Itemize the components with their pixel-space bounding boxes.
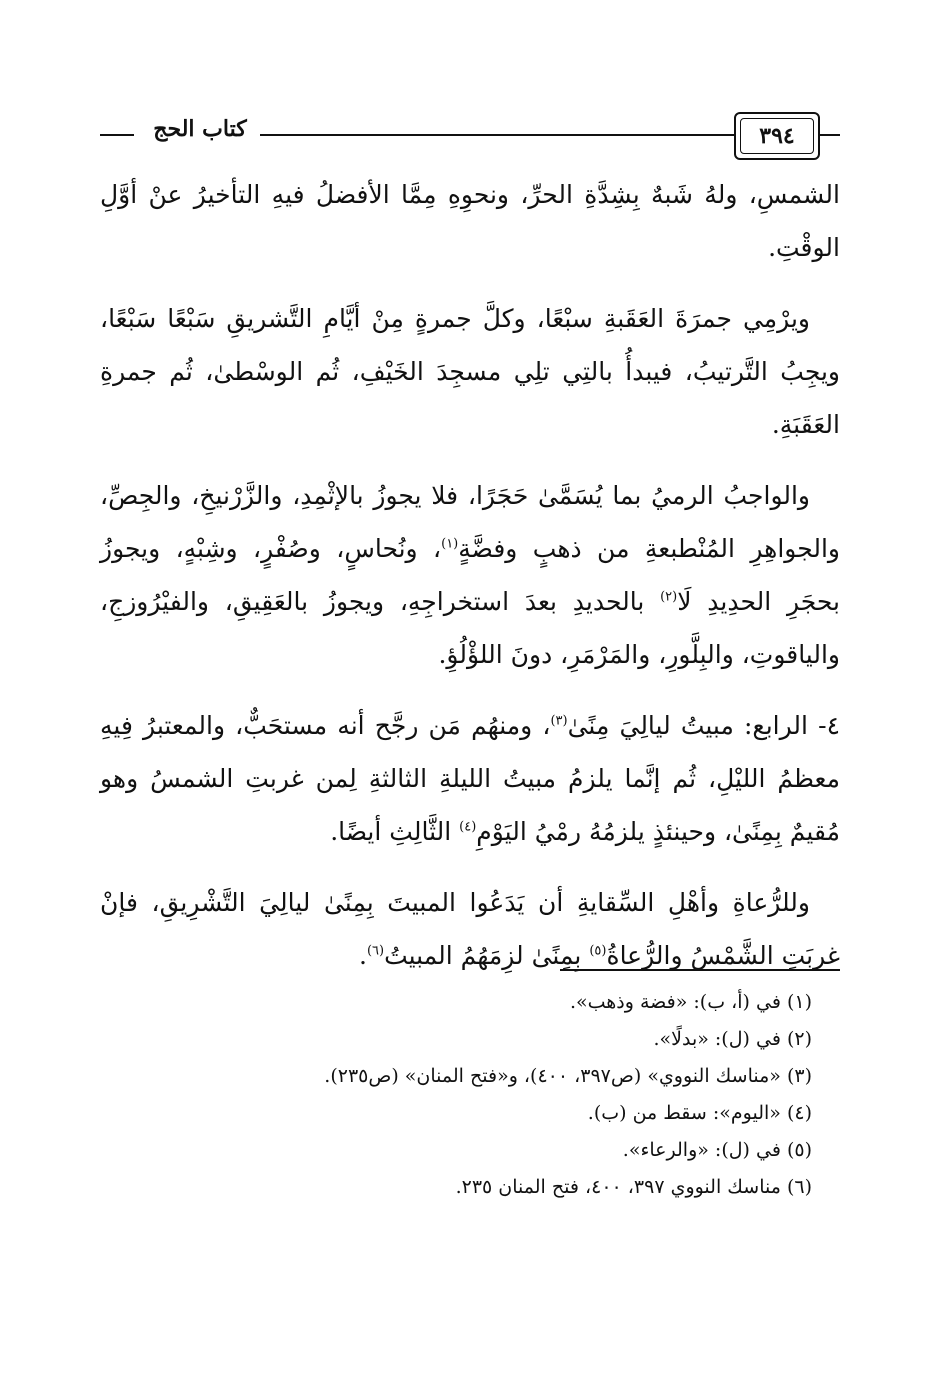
footnote-marker-4: (٤) [459,819,477,835]
paragraph-2: ويرْمِي جمرَةَ العَقَبةِ سبْعًا، وكلَّ جمرةٍ مِنْ أيَّامِ التَّشريقِ سَبْعًا سَبْعًا، ويجِبُ التَّرتيبُ، فيبدأُ بالتِي تلِي مسجِدَ الخَيْفِ، ثُم الوسْطىٰ، ثُم جمرةِ العَقَبَةِ. [100,304,840,439]
footnote-marker-5: (٥) [589,943,607,959]
text-segment: ، ونُحاسٍ، وصُفْرٍ، وشِبْهٍ، ويجوزُ بحجَرِ الحدِيدِ لَا [100,534,840,616]
footnote-marker-1: (١) [441,536,459,552]
footnote-4: (٤) «اليوم»: سقط من (ب). [587,1102,812,1124]
text-segment: بالحديدِ بعدَ استخراجِهِ، ويجوزُ بالعَقِيقِ، والفيْرُوزجِ، والياقوتِ، والبِلَّورِ، والمَرْمَرِ، دونَ اللؤْلُؤِ. [100,587,840,669]
footnote-marker-6: (٦) [366,943,385,959]
footnote-marker-3: (٣) [550,713,568,729]
footnotes [100,984,812,1206]
footnote-2: (٢) في (ل): «بدلًا». [653,1028,812,1050]
footnote-1: (١) في (أ، ب): «فضة وذهب». [569,991,812,1013]
text-segment: ٤- الرابع: مبيتُ ليالِيَ مِنًىٰ [567,711,840,740]
header-rule-left [100,134,134,136]
footnote-separator [560,969,840,971]
page-number-frame [734,112,820,160]
text-segment: بِمِنًىٰ لزِمَهُمُ المبيتُ [384,941,590,970]
text-segment: ، ومنهُم مَن رجَّح أنه مستحَبٌّ، والمعتبرُ فِيهِ معظمُ الليْلِ، ثُم إنَّما يلزمُ مبيتُ الليلةِ الثالثةِ لِمن غربتِ الشمسُ وهو مُقيمٌ بِمِنًىٰ، وحينئذٍ يلزمُهُ رمْيُ اليَوْمِ [100,711,840,846]
text-segment: . [358,941,367,970]
main-text [100,168,840,1000]
footnote-5: (٥) في (ل): «والرعاء». [622,1139,812,1161]
text-segment: وللرُّعاةِ وأهْلِ السِّقايةِ أن يَدَعُوا المبيتَ بِمِنًىٰ ليالِيَ التَّشْرِيقِ، فإنْ غربَتِ الشَّمْسُ والرُّعاةُ [100,888,840,970]
text-segment: الثَّالِثِ أيضًا. [330,817,460,846]
page-number: ٣٩٤ [740,118,814,154]
page-header [100,112,840,162]
footnote-marker-2: (٢) [660,589,678,605]
footnote-3: (٣) «مناسك النووي» (ص٣٩٧، ٤٠٠)، و«فتح المنان» (ص٢٣٥). [324,1065,812,1087]
paragraph-4 [100,699,840,858]
text-segment: والواجبُ الرميُ بما يُسَمَّىٰ حَجَرًا، فلا يجوزُ بالإثْمِدِ، والزَّرْنيخِ، والجِصِّ، والجواهِرِ المُنْطبعةِ من ذهبٍ وفضَّةٍ [100,481,840,563]
paragraph-1: الشمسِ، ولهُ شَبهٌ بِشِدَّةِ الحرِّ، ونحوِهِ مِمَّا الأفضلُ فيهِ التأخيرُ عنْ أوَّلِ الوقْتِ. [100,180,840,262]
paragraph-3 [100,469,840,681]
running-title: كتاب الحج [144,116,256,142]
paragraph-5 [100,876,840,982]
footnote-6: (٦) مناسك النووي ٣٩٧، ٤٠٠، فتح المنان ٢٣٥. [455,1176,812,1198]
